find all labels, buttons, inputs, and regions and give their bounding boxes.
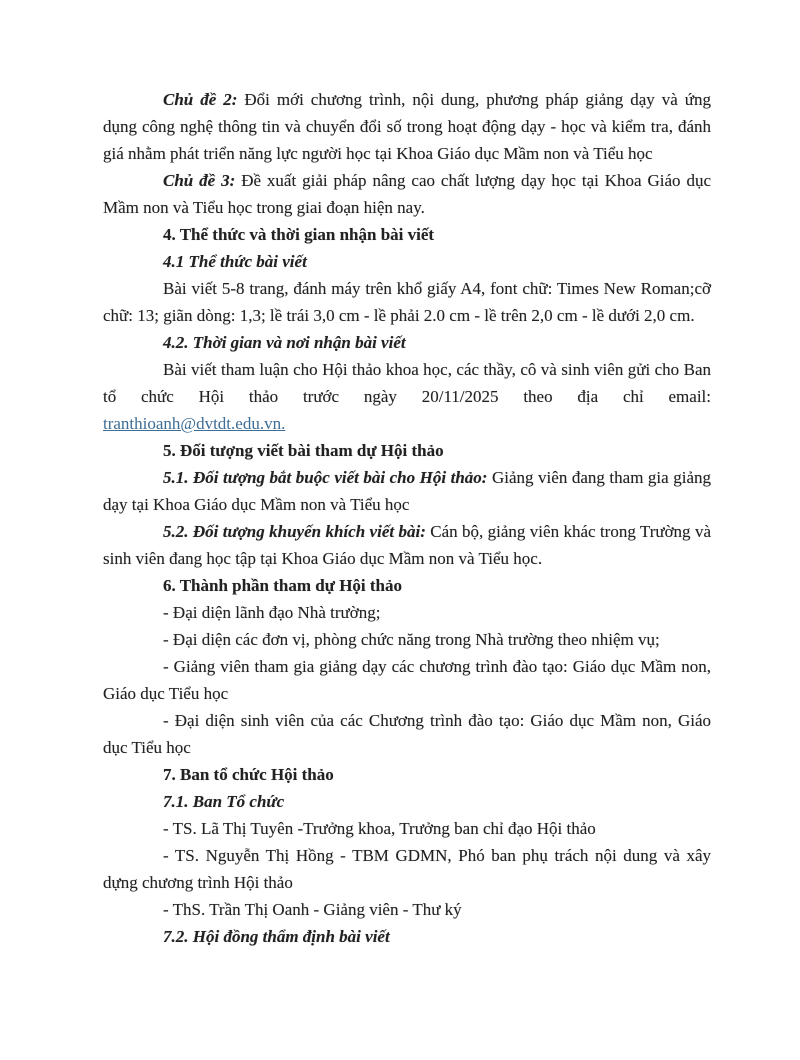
list-item-attendee-1: - Đại diện lãnh đạo Nhà trường; <box>163 603 381 622</box>
list-item-member-2: - TS. Nguyễn Thị Hồng - TBM GDMN, Phó ban phụ trách nội dung và xây dựng chương trình Hội thảo <box>103 846 711 892</box>
section-6-heading: 6. Thành phần tham dự Hội thảo <box>163 576 403 595</box>
section-5-1-label: 5.1. Đối tượng bắt buộc viết bài cho Hội thảo: <box>163 468 488 487</box>
section-5-1-text: Giảng viên đang tham gia giảng dạy tại Khoa Giáo dục Mầm non và Tiểu học <box>103 468 711 514</box>
topic-3-label: Chủ đề 3: <box>163 171 236 190</box>
list-item-attendee-2: - Đại diện các đơn vị, phòng chức năng trong Nhà trường theo nhiệm vụ; <box>163 630 660 649</box>
section-7-heading: 7. Ban tổ chức Hội thảo <box>163 765 334 784</box>
list-item-member-3: - ThS. Trần Thị Oanh - Giảng viên - Thư ký <box>163 900 462 919</box>
section-7-2-heading: 7.2. Hội đồng thẩm định bài viết <box>163 927 390 946</box>
section-5-2-label: 5.2. Đối tượng khuyến khích viết bài: <box>163 522 426 541</box>
section-5-2-text: Cán bộ, giảng viên khác trong Trường và sinh viên đang học tập tại Khoa Giáo dục Mầm non và Tiểu học. <box>103 522 711 568</box>
section-4-heading: 4. Thể thức và thời gian nhận bài viết <box>163 225 435 244</box>
paragraph-5-2 <box>103 518 711 572</box>
paragraph-topic-2 <box>103 86 711 167</box>
paragraph-5-1 <box>103 464 711 518</box>
paragraph-submission-info: Bài viết tham luận cho Hội thảo khoa học, các thầy, cô và sinh viên gửi cho Ban tổ chức Hội thảo trước ngày 20/11/2025 theo địa chỉ email: <box>103 360 711 406</box>
paragraph-topic-3 <box>103 167 711 221</box>
section-7-1-heading: 7.1. Ban Tổ chức <box>163 792 285 811</box>
list-item-attendee-3: - Giảng viên tham gia giảng dạy các chương trình đào tạo: Giáo dục Mầm non, Giáo dục Tiểu học <box>103 657 711 703</box>
section-4-1-heading: 4.1 Thể thức bài viết <box>163 252 307 271</box>
email-link[interactable]: tranthioanh@dvtdt.edu.vn. <box>103 414 286 433</box>
paragraph-format-requirements: Bài viết 5-8 trang, đánh máy trên khổ giấy A4, font chữ: Times New Roman;cỡ chữ: 13; giãn dòng: 1,3; lề trái 3,0 cm - lề phải 2.0 cm - lề trên 2,0 cm - lề dưới 2,0 cm. <box>103 279 711 325</box>
topic-2-label: Chủ đề 2: <box>163 90 238 109</box>
section-4-2-heading: 4.2. Thời gian và nơi nhận bài viết <box>163 333 406 352</box>
list-item-attendee-4: - Đại diện sinh viên của các Chương trình đào tạo: Giáo dục Mầm non, Giáo dục Tiểu học <box>103 711 711 757</box>
list-item-member-1: - TS. Lã Thị Tuyên -Trưởng khoa, Trưởng ban chỉ đạo Hội thảo <box>163 819 596 838</box>
topic-3-text: Đề xuất giải pháp nâng cao chất lượng dạy học tại Khoa Giáo dục Mầm non và Tiểu học trong giai đoạn hiện nay. <box>103 171 711 217</box>
paragraph-email <box>103 410 711 437</box>
topic-2-text: Đổi mới chương trình, nội dung, phương pháp giảng dạy và ứng dụng công nghệ thông tin và chuyển đổi số trong hoạt động dạy - học và kiểm tra, đánh giá nhằm phát triển năng lực người học tại Khoa Giáo dục Mầm non và Tiểu học <box>103 90 711 163</box>
section-5-heading: 5. Đối tượng viết bài tham dự Hội thảo <box>163 441 444 460</box>
